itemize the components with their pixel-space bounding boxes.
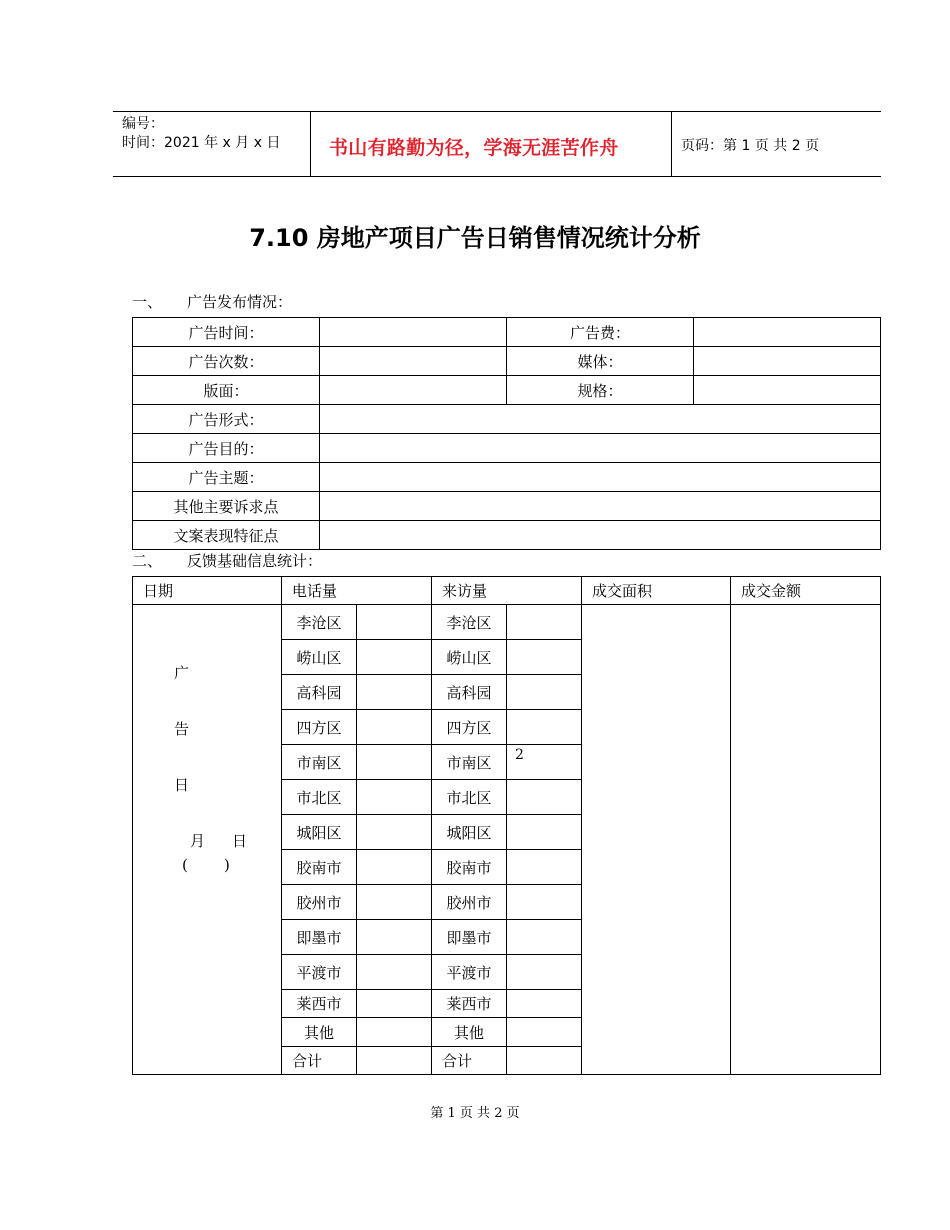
visits-district-label: 莱西市 xyxy=(432,990,507,1018)
page-footer: 第 1 页 共 2 页 xyxy=(430,1106,520,1121)
visits-value[interactable] xyxy=(507,955,582,990)
date-char: 告 xyxy=(174,720,190,738)
field-spec[interactable] xyxy=(694,376,881,405)
document-title: 7.10 房地产项目广告日销售情况统计分析 xyxy=(249,224,701,252)
field-ad-form[interactable] xyxy=(320,405,881,434)
label-ad-theme: 广告主题： xyxy=(133,463,320,492)
visits-value[interactable] xyxy=(507,885,582,920)
visits-value[interactable] xyxy=(507,710,582,745)
visits-value[interactable] xyxy=(507,1047,582,1075)
field-ad-count[interactable] xyxy=(320,347,507,376)
calls-district-label: 即墨市 xyxy=(282,920,357,955)
label-media: 媒体： xyxy=(507,347,694,376)
visits-value[interactable] xyxy=(507,815,582,850)
visits-value[interactable] xyxy=(507,990,582,1018)
calls-value[interactable] xyxy=(357,780,432,815)
label-ad-form: 广告形式： xyxy=(133,405,320,434)
header-visits: 来访量 xyxy=(432,577,582,605)
header-divider-left xyxy=(310,111,311,176)
label-ad-count: 广告次数： xyxy=(133,347,320,376)
calls-value[interactable] xyxy=(357,710,432,745)
calls-district-label: 城阳区 xyxy=(282,815,357,850)
calls-district-label: 胶南市 xyxy=(282,850,357,885)
visits-district-label: 合计 xyxy=(432,1047,507,1075)
calls-value[interactable] xyxy=(357,850,432,885)
header-calls: 电话量 xyxy=(282,577,432,605)
calls-value[interactable] xyxy=(357,745,432,780)
label-ad-time: 广告时间： xyxy=(133,318,320,347)
calls-district-label: 李沧区 xyxy=(282,605,357,640)
header-deal-amount: 成交金额 xyxy=(731,577,881,605)
visits-value[interactable] xyxy=(507,675,582,710)
calls-district-label: 四方区 xyxy=(282,710,357,745)
calls-value[interactable] xyxy=(357,1018,432,1047)
header-number-label: 编号： xyxy=(122,116,164,132)
field-ad-purpose[interactable] xyxy=(320,434,881,463)
visits-district-label: 崂山区 xyxy=(432,640,507,675)
visits-district-label: 市南区 xyxy=(432,745,507,780)
calls-district-label: 胶州市 xyxy=(282,885,357,920)
visits-value[interactable] xyxy=(507,1018,582,1047)
label-ad-fee: 广告费： xyxy=(507,318,694,347)
visits-district-label: 胶南市 xyxy=(432,850,507,885)
visits-district-label: 高科园 xyxy=(432,675,507,710)
visits-district-label: 胶州市 xyxy=(432,885,507,920)
calls-value[interactable] xyxy=(357,815,432,850)
field-layout[interactable] xyxy=(320,376,507,405)
district-row xyxy=(133,605,881,640)
calls-district-label: 崂山区 xyxy=(282,640,357,675)
header-top-rule xyxy=(113,111,881,112)
header-bottom-rule xyxy=(113,176,881,177)
header-page-label: 页码：第 1 页 共 2 页 xyxy=(681,138,820,154)
feedback-table xyxy=(132,576,881,1075)
visits-district-label: 其他 xyxy=(432,1018,507,1047)
calls-district-label: 高科园 xyxy=(282,675,357,710)
date-char: ( xyxy=(182,856,188,874)
field-media[interactable] xyxy=(694,347,881,376)
calls-value[interactable] xyxy=(357,640,432,675)
calls-value[interactable] xyxy=(357,1047,432,1075)
calls-value[interactable] xyxy=(357,990,432,1018)
calls-value[interactable] xyxy=(357,605,432,640)
calls-value[interactable] xyxy=(357,920,432,955)
visits-value[interactable] xyxy=(507,780,582,815)
header-divider-right xyxy=(671,111,672,176)
section-2-title: 反馈基础信息统计： xyxy=(187,552,323,570)
section-2-number: 二、 xyxy=(132,552,163,570)
calls-value[interactable] xyxy=(357,885,432,920)
calls-district-label: 平渡市 xyxy=(282,955,357,990)
visits-value[interactable] xyxy=(507,605,582,640)
ad-date-cell[interactable] xyxy=(133,605,282,1075)
visits-value[interactable]: 2 xyxy=(507,745,582,780)
calls-district-label: 市南区 xyxy=(282,745,357,780)
date-char: 月 xyxy=(190,832,206,850)
visits-value[interactable] xyxy=(507,850,582,885)
header-time-label: 时间：2021 年 x 月 x 日 xyxy=(122,135,281,151)
calls-district-label: 合计 xyxy=(282,1047,357,1075)
visits-district-label: 市北区 xyxy=(432,780,507,815)
deal-amount-cell[interactable] xyxy=(731,605,881,1075)
label-layout: 版面： xyxy=(133,376,320,405)
header-date: 日期 xyxy=(133,577,282,605)
header-motto: 书山有路勤为径，学海无涯苦作舟 xyxy=(329,137,619,159)
label-ad-purpose: 广告目的： xyxy=(133,434,320,463)
visits-value[interactable] xyxy=(507,640,582,675)
calls-value[interactable] xyxy=(357,955,432,990)
label-copy-features: 文案表现特征点 xyxy=(133,521,320,550)
field-ad-time[interactable] xyxy=(320,318,507,347)
section-1-number: 一、 xyxy=(132,293,163,311)
field-ad-fee[interactable] xyxy=(694,318,881,347)
field-copy-features[interactable] xyxy=(320,521,881,550)
visits-district-label: 城阳区 xyxy=(432,815,507,850)
calls-district-label: 莱西市 xyxy=(282,990,357,1018)
header-deal-area: 成交面积 xyxy=(582,577,731,605)
ad-release-table xyxy=(132,317,881,550)
calls-value[interactable] xyxy=(357,675,432,710)
date-char: 日 xyxy=(232,832,248,850)
visits-district-label: 即墨市 xyxy=(432,920,507,955)
visits-district-label: 平渡市 xyxy=(432,955,507,990)
calls-district-label: 市北区 xyxy=(282,780,357,815)
field-other-points[interactable] xyxy=(320,492,881,521)
section-1-title: 广告发布情况： xyxy=(187,293,293,311)
visits-district-label: 李沧区 xyxy=(432,605,507,640)
label-spec: 规格： xyxy=(507,376,694,405)
visits-district-label: 四方区 xyxy=(432,710,507,745)
date-char: 日 xyxy=(174,776,190,794)
calls-district-label: 其他 xyxy=(282,1018,357,1047)
date-char: 广 xyxy=(174,664,190,682)
visits-value[interactable] xyxy=(507,920,582,955)
date-char: ) xyxy=(224,856,230,874)
label-other-points: 其他主要诉求点 xyxy=(133,492,320,521)
field-ad-theme[interactable] xyxy=(320,463,881,492)
deal-area-cell[interactable] xyxy=(582,605,731,1075)
